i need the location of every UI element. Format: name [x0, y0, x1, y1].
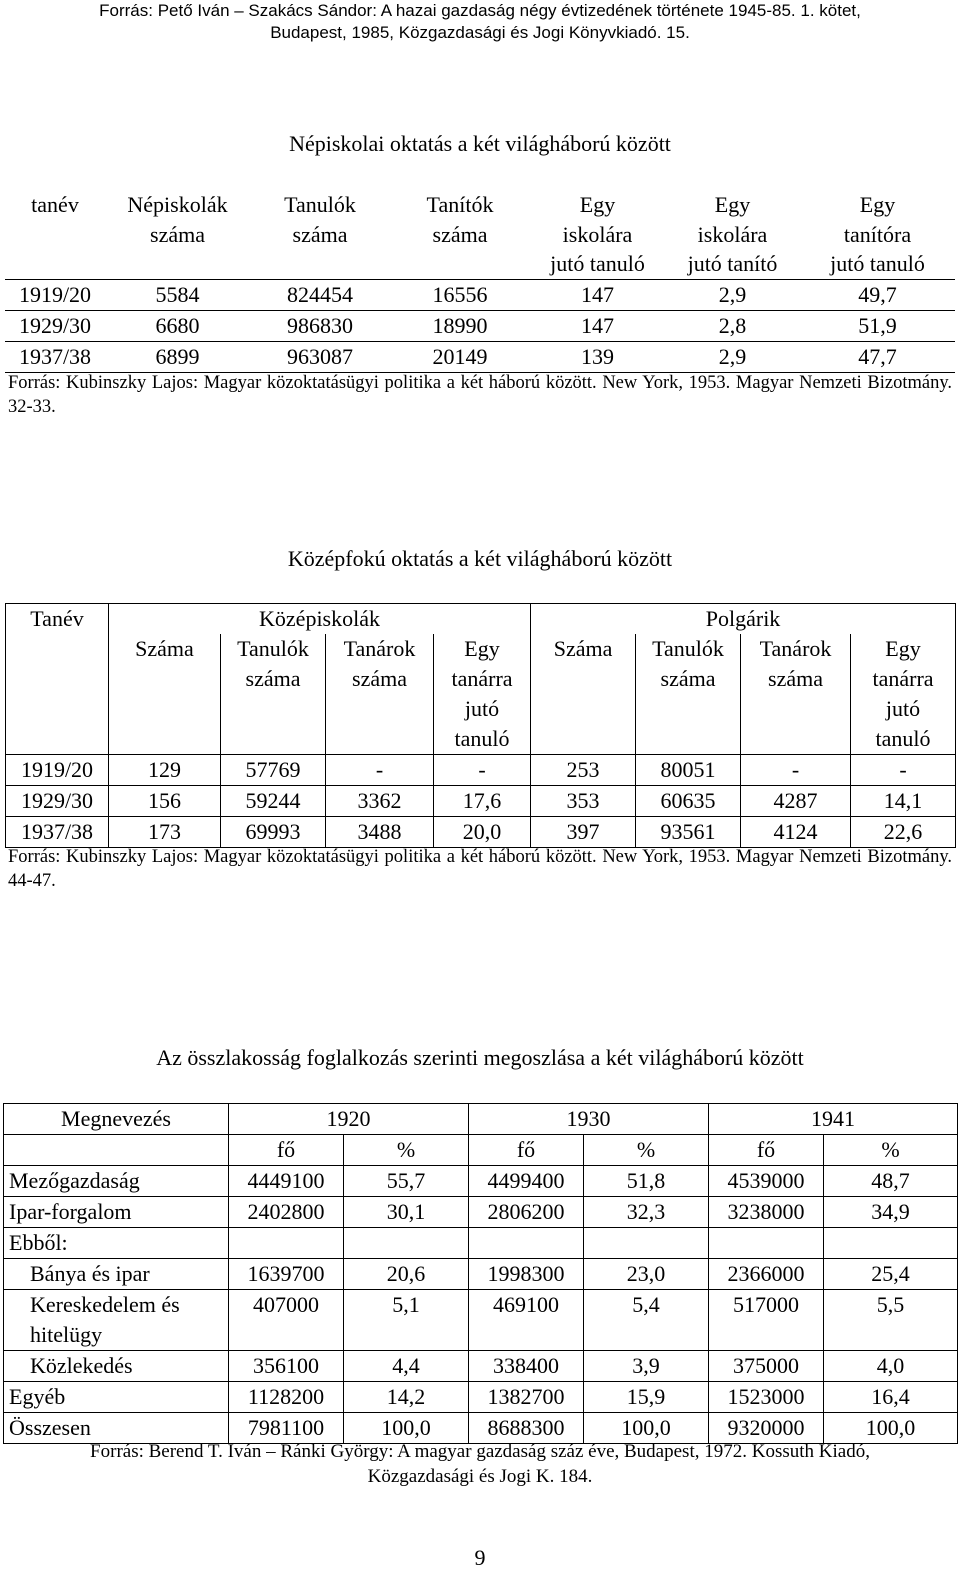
table2-cell: 69993 — [221, 817, 326, 848]
table1-header-cell — [105, 190, 250, 279]
table2-subheader-line: Egy — [464, 636, 500, 661]
table2-cell: - — [326, 755, 434, 786]
table3-cell: 5,1 — [344, 1290, 469, 1351]
table2-subheader-cell — [109, 634, 221, 755]
table2-subheader-line: száma — [660, 666, 716, 691]
table2-subheader-line: száma — [768, 666, 824, 691]
table2-cell: 17,6 — [434, 786, 531, 817]
table2-subheader-line: száma — [245, 666, 301, 691]
table3-cell: 100,0 — [824, 1413, 958, 1444]
table3-cell: 4449100 — [229, 1166, 344, 1197]
table3-cell: 4,0 — [824, 1351, 958, 1382]
table3-unit-header: % — [344, 1135, 469, 1166]
table3-cell: 2806200 — [469, 1197, 584, 1228]
table2-cell: 57769 — [221, 755, 326, 786]
table3-cell: 55,7 — [344, 1166, 469, 1197]
table3-cell: 338400 — [469, 1351, 584, 1382]
table2-cell: - — [851, 755, 956, 786]
table2-cell: 93561 — [636, 817, 741, 848]
table2-subheader-line: tanárra — [451, 666, 513, 691]
table1-header-line: Népiskolák — [127, 192, 228, 217]
table-row — [5, 341, 955, 372]
table1-header-line: iskolára — [562, 221, 633, 247]
table3-row-name: Kereskedelem és hitelügy — [4, 1290, 229, 1351]
table1-cell: 2,8 — [665, 310, 800, 341]
table3-cell — [824, 1228, 958, 1259]
table2-group-header: Polgárik — [531, 604, 956, 635]
table1-header-line: Egy — [714, 192, 751, 217]
table1-cell: 1919/20 — [5, 279, 105, 310]
table1-header-cell — [530, 190, 665, 279]
table3-cell — [709, 1228, 824, 1259]
table2-subheader-cell — [221, 634, 326, 755]
table3-cell — [469, 1228, 584, 1259]
table1-title: Népiskolai oktatás a két világháború között — [289, 131, 671, 156]
table1-header-line: száma — [292, 221, 348, 247]
table2-subheader-line: Tanulók — [652, 636, 724, 661]
table3-cell: 20,6 — [344, 1259, 469, 1290]
table1-header-cell — [800, 190, 955, 279]
table2-cell: 397 — [531, 817, 636, 848]
table2-group-header: Középiskolák — [109, 604, 531, 635]
table1-header-line: jutó tanító — [687, 251, 778, 276]
table2-year-header-spacer — [6, 634, 109, 755]
table3-source-line1: Forrás: Berend T. Iván – Ránki György: A magyar gazdaság száz éve, Budapest, 1972. Kossuth Kiadó, — [90, 1441, 870, 1462]
table3-cell: 30,1 — [344, 1197, 469, 1228]
table1-cell: 5584 — [105, 279, 250, 310]
table1-cell: 986830 — [250, 310, 390, 341]
table3-cell: 2402800 — [229, 1197, 344, 1228]
table2-cell: 60635 — [636, 786, 741, 817]
table2-year-header: Tanév — [6, 604, 109, 635]
table2-cell: 1937/38 — [6, 817, 109, 848]
table2-subheader-line: száma — [352, 666, 407, 691]
table3-cell — [344, 1228, 469, 1259]
header-source-line2: Budapest, 1985, Közgazdasági és Jogi Könyvkiadó. 15. — [270, 23, 690, 42]
table2-cell: 20,0 — [434, 817, 531, 848]
table3-cell: 23,0 — [584, 1259, 709, 1290]
table3-cell: 1382700 — [469, 1382, 584, 1413]
table2-subheader-line: Száma — [135, 636, 194, 661]
table1-cell: 2,9 — [665, 279, 800, 310]
table-row — [5, 310, 955, 341]
table2-subheader-line: Tanulók — [237, 636, 309, 661]
table1-header-line: száma — [432, 221, 488, 247]
table1-cell: 16556 — [390, 279, 530, 310]
table3-year-header: 1920 — [229, 1104, 469, 1135]
secondary-school-table — [5, 603, 956, 848]
table1-header-line: iskolára — [697, 221, 768, 247]
table2-cell: 22,6 — [851, 817, 956, 848]
table1-header-line: Egy — [579, 192, 616, 217]
table3-cell: 9320000 — [709, 1413, 824, 1444]
table1-cell: 147 — [530, 279, 665, 310]
table2-cell: 173 — [109, 817, 221, 848]
table3-unit-header: fő — [469, 1135, 584, 1166]
table3-row-name: Mezőgazdaság — [4, 1166, 229, 1197]
table1-cell: 6899 — [105, 341, 250, 372]
table2-subheader-line: tanárra — [872, 666, 934, 691]
table2-subheader-cell — [636, 634, 741, 755]
table3-cell: 32,3 — [584, 1197, 709, 1228]
table-row — [6, 755, 956, 786]
table3-cell: 356100 — [229, 1351, 344, 1382]
table3-cell: 14,2 — [344, 1382, 469, 1413]
table2-subheader-cell — [851, 634, 956, 755]
table2-cell: 80051 — [636, 755, 741, 786]
table1-header-line: Egy — [859, 192, 896, 217]
table2-subheader-cell — [531, 634, 636, 755]
table3-cell: 15,9 — [584, 1382, 709, 1413]
table2-cell: 129 — [109, 755, 221, 786]
table2-cell: 156 — [109, 786, 221, 817]
table1-header-cell — [665, 190, 800, 279]
table2-cell: 4287 — [741, 786, 851, 817]
table-row — [4, 1290, 958, 1351]
table3-cell — [229, 1228, 344, 1259]
table3-unit-header: % — [584, 1135, 709, 1166]
table-row — [5, 279, 955, 310]
table3-year-header: 1941 — [709, 1104, 958, 1135]
table-row — [4, 1228, 958, 1259]
table3-cell: 4499400 — [469, 1166, 584, 1197]
table1-cell: 147 — [530, 310, 665, 341]
table2-title: Középfokú oktatás a két világháború között — [287, 546, 673, 571]
table-row — [4, 1166, 958, 1197]
table3-cell: 8688300 — [469, 1413, 584, 1444]
table3-year-header: 1930 — [469, 1104, 709, 1135]
table2-cell: 1919/20 — [6, 755, 109, 786]
table1-cell: 51,9 — [800, 310, 955, 341]
table3-unit-header: % — [824, 1135, 958, 1166]
table1-header-row — [5, 190, 955, 279]
table3-cell: 375000 — [709, 1351, 824, 1382]
table3-cell: 1998300 — [469, 1259, 584, 1290]
table3-cell: 3238000 — [709, 1197, 824, 1228]
table2-subheader-row — [6, 634, 956, 755]
table3-cell: 16,4 — [824, 1382, 958, 1413]
table3-row-name: Bánya és ipar — [4, 1259, 229, 1290]
primary-school-table — [5, 190, 955, 373]
table2-subheader-cell — [326, 634, 434, 755]
table3-cell: 469100 — [469, 1290, 584, 1351]
table3-cell: 3,9 — [584, 1351, 709, 1382]
header-source-line1: Forrás: Pető Iván – Szakács Sándor: A hazai gazdaság négy évtizedének története 1945-85. 1. kötet, — [99, 1, 861, 20]
table3-title: Az összlakosság foglalkozás szerinti megoszlása a két világháború között — [156, 1045, 804, 1070]
table3-unit-header: fő — [229, 1135, 344, 1166]
table3-cell: 100,0 — [584, 1413, 709, 1444]
table3-source-line2: Közgazdasági és Jogi K. 184. — [367, 1466, 593, 1487]
table1-cell: 139 — [530, 341, 665, 372]
table2-subheader-line: Tanárok — [759, 636, 832, 661]
table-row — [4, 1259, 958, 1290]
table1-cell: 20149 — [390, 341, 530, 372]
occupation-table — [3, 1103, 958, 1444]
table2-cell: 1929/30 — [6, 786, 109, 817]
table1-header-cell — [5, 190, 105, 279]
table2-cell: 3488 — [326, 817, 434, 848]
table-row — [4, 1351, 958, 1382]
table3-row-name: Ebből: — [4, 1228, 229, 1259]
table3-cell: 1639700 — [229, 1259, 344, 1290]
table-row — [4, 1197, 958, 1228]
table3-cell: 7981100 — [229, 1413, 344, 1444]
table1-header-line: tanítóra — [843, 221, 912, 247]
table3-cell: 34,9 — [824, 1197, 958, 1228]
table3-source — [10, 1439, 950, 1489]
table1-source: Forrás: Kubinszky Lajos: Magyar közoktatásügyi politika a két háború között. New York, 1953. Magyar Nemzeti Bizotmány. 32-33. — [8, 373, 952, 417]
table1-header-cell — [390, 190, 530, 279]
table2-subheader-cell — [741, 634, 851, 755]
page-number: 9 — [474, 1545, 486, 1570]
table3-cell: 517000 — [709, 1290, 824, 1351]
table1-cell: 49,7 — [800, 279, 955, 310]
table1-header-line: jutó tanuló — [830, 251, 925, 276]
table3-cell: 1128200 — [229, 1382, 344, 1413]
table2-subheader-line: Egy — [885, 636, 921, 661]
table3-cell: 100,0 — [344, 1413, 469, 1444]
table3-row-name: Közlekedés — [4, 1351, 229, 1382]
table1-header-line: száma — [150, 221, 205, 247]
table-row — [6, 817, 956, 848]
table1-cell: 2,9 — [665, 341, 800, 372]
table2-subheader-line: tanuló — [454, 726, 510, 751]
table3-row-name: Összesen — [4, 1413, 229, 1444]
table3-year-row — [4, 1104, 958, 1135]
table2-cell: 253 — [531, 755, 636, 786]
table2-source: Forrás: Kubinszky Lajos: Magyar közoktatásügyi politika a két háború között. New York, 1953. Magyar Nemzeti Bizotmány. 44-47. — [8, 847, 952, 891]
table1-header-line: Tanulók — [284, 192, 356, 217]
table2-subheader-line: jutó — [885, 696, 921, 721]
table1-cell: 824454 — [250, 279, 390, 310]
table2-cell: 59244 — [221, 786, 326, 817]
table3-cell: 1523000 — [709, 1382, 824, 1413]
table1-cell: 963087 — [250, 341, 390, 372]
table3-cell: 25,4 — [824, 1259, 958, 1290]
table1-cell: 6680 — [105, 310, 250, 341]
table3-cell: 2366000 — [709, 1259, 824, 1290]
table3-name-header: Megnevezés — [4, 1104, 229, 1135]
table3-unit-spacer — [4, 1135, 229, 1166]
table3-cell — [584, 1228, 709, 1259]
table2-subheader-line: Tanárok — [343, 636, 416, 661]
table3-cell: 4539000 — [709, 1166, 824, 1197]
table2-cell: - — [741, 755, 851, 786]
table1-header-cell — [250, 190, 390, 279]
table3-cell: 51,8 — [584, 1166, 709, 1197]
table3-row-name: Ipar-forgalom — [4, 1197, 229, 1228]
table1-cell: 1929/30 — [5, 310, 105, 341]
table3-cell: 5,4 — [584, 1290, 709, 1351]
table2-cell: 3362 — [326, 786, 434, 817]
table1-header-line: jutó tanuló — [550, 251, 645, 276]
table2-cell: 4124 — [741, 817, 851, 848]
table3-cell: 4,4 — [344, 1351, 469, 1382]
table3-unit-row — [4, 1135, 958, 1166]
table1-cell: 47,7 — [800, 341, 955, 372]
table2-cell: 353 — [531, 786, 636, 817]
table2-subheader-cell — [434, 634, 531, 755]
table2-cell: 14,1 — [851, 786, 956, 817]
table1-cell: 1937/38 — [5, 341, 105, 372]
table3-cell: 48,7 — [824, 1166, 958, 1197]
table2-cell: - — [434, 755, 531, 786]
table3-row-name: Egyéb — [4, 1382, 229, 1413]
table1-cell: 18990 — [390, 310, 530, 341]
table2-group-row — [6, 604, 956, 635]
table1-header-line: tanév — [31, 192, 79, 217]
table3-cell: 5,5 — [824, 1290, 958, 1351]
table1-header-line: Tanítók — [426, 192, 494, 217]
table2-subheader-line: jutó — [464, 696, 500, 721]
table3-cell: 407000 — [229, 1290, 344, 1351]
table-row — [6, 786, 956, 817]
table2-subheader-line: tanuló — [875, 726, 931, 751]
table3-unit-header: fő — [709, 1135, 824, 1166]
header-source — [8, 0, 952, 44]
table-row — [4, 1382, 958, 1413]
table2-subheader-line: Száma — [553, 636, 613, 661]
